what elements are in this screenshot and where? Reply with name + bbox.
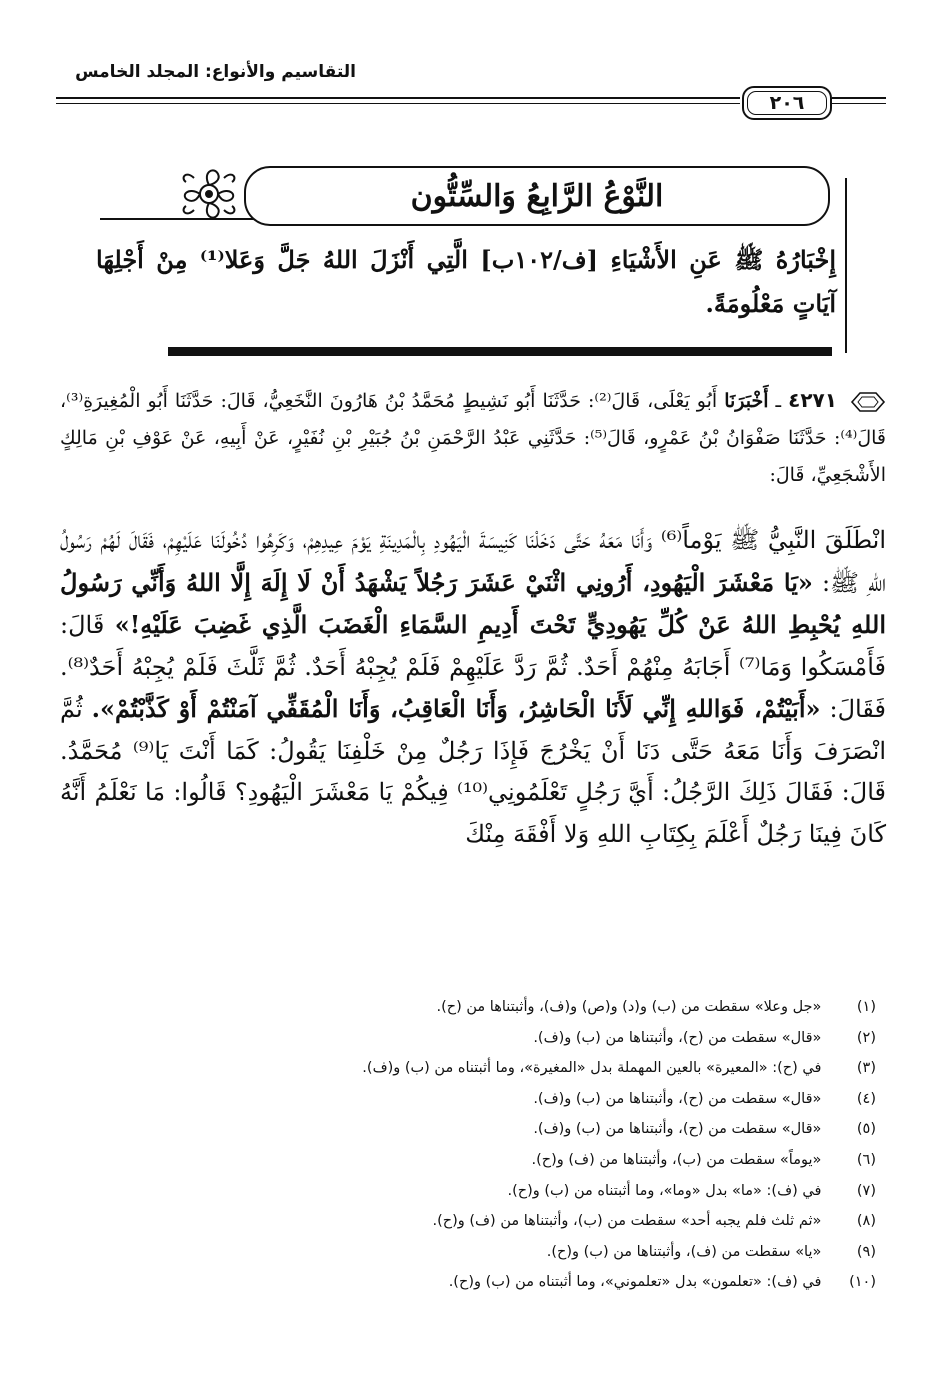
running-title: التقاسيم والأنواع: المجلد الخامس: [75, 62, 356, 82]
hadith-isnad: ٤٢٧١ ـ أَخْبَرَنَا أَبُو يَعْلَى، قَالَ⁽²⁾: حَدَّثَنَا أَبُو نَشِيطٍ مُحَمَّدُ بْنُ هَارُونَ النَّخَعِيُّ، قَالَ: حَدَّثَنَا أَبُو الْمُغِيرَةِ⁽³⁾، قَالَ⁽⁴⁾: حَدَّثَنَا صَفْوَانُ بْنُ عَمْرٍو، قَالَ⁽⁵⁾: حَدَّثَنِي عَبْدُ الرَّحْمَنِ بْنُ جُبَيْرِ بْنِ نُفَيْرٍ، عَنْ أَبِيهِ، عَنْ عَوْفِ بْنِ مَالِكٍ الأَشْجَعِيِّ، قَالَ:: [60, 388, 886, 486]
footnote-item: (١) «جل وعلا» سقطت من (ب) و(د) و(ص) و(ف)، وأثبتناها من (ح).: [436, 999, 876, 1015]
header-rule-left-thin: [56, 103, 740, 104]
header-rule-right-thin: [832, 103, 886, 104]
header-rule-left: [56, 97, 740, 99]
footnote-item: (٨) «ثم ثلث فلم يجبه أحد» سقطت من (ب)، وأثبتناها من (ف) و(ح).: [432, 1213, 876, 1230]
page-number: ٢٠٦: [769, 92, 805, 114]
footnote-item: (١٠) في (ف): «تعلمون» بدل «تعلموني»، وما أثبتناه من (ب) و(ح).: [448, 1274, 876, 1291]
footnote-item: (٦) «يوماً» سقطت من (ب)، وأثبتناها من (ف) و(ح).: [531, 1151, 876, 1168]
chapter-description: إِخْبَارُهُ ﷺ عَنِ الأَشْيَاءِ [ف/١٠٢ب] الَّتِي أَنْزَلَ اللهُ جَلَّ وَعَلا⁽¹⁾ مِنْ أَجْلِهَا آيَاتٍ مَعْلُومَةً.: [96, 245, 837, 318]
heading-frame-right: [845, 178, 847, 353]
isnad-lead: أَخْبَرَنَا: [724, 390, 769, 412]
footnote-item: (٥) «قال» سقطت من (ح)، وأثبتناها من (ب) و(ف).: [533, 1121, 876, 1138]
matn-part-5: ثُمَّ انْصَرَفَ وَأَنَا مَعَهُ حَتَّى دَنَا أَنْ يَخْرُجَ فَإِذَا رَجُلٌ مِنْ خَلْفِنَا يَقُولُ: كَمَا أَنْتَ يَا⁽⁹⁾ مُحَمَّدُ. قَالَ: فَقَالَ ذَلِكَ الرَّجُلُ: أَيَّ رَجُلٍ تَعْلَمُونِي⁽¹⁰⁾ فِيكُمْ يَا مَعْشَرَ الْيَهُودِ؟ قَالُوا: مَا نَعْلَمُ أَنَّهُ كَانَ فِينَا رَجُلٌ أَعْلَمَ بِكِتَابِ اللهِ وَلا أَفْقَهَ مِنْكَ: [60, 695, 886, 848]
footnote-item: (٢) «قال» سقطت من (ح)، وأثبتناها من (ب) و(ف).: [533, 1029, 876, 1046]
page-number-box: [742, 86, 832, 120]
chapter-title-box: [244, 166, 830, 226]
chapter-rule: [168, 347, 832, 356]
footnote-item: (٣) في (ح): «المعيرة» بالعين المهملة بدل «المغيرة»، وما أثبتناه من (ب) و(ف).: [362, 1060, 876, 1077]
footnote-item: (٩) «يا» سقطت من (ف)، وأثبتناها من (ب) و(ح).: [546, 1243, 876, 1260]
header-rule-right: [832, 97, 886, 99]
chapter-title: النَّوْعُ الرَّابِعُ وَالسِّتُّون: [410, 178, 664, 214]
footnotes: [60, 992, 876, 1298]
isnad-text: أَبُو يَعْلَى، قَالَ⁽²⁾: حَدَّثَنَا أَبُو نَشِيطٍ مُحَمَّدُ بْنُ هَارُونَ النَّخَعِيُّ، قَالَ: حَدَّثَنَا أَبُو الْمُغِيرَةِ⁽³⁾، قَالَ⁽⁴⁾: حَدَّثَنَا صَفْوَانُ بْنُ عَمْرٍو، قَالَ⁽⁵⁾: حَدَّثَنِي عَبْدُ الرَّحْمَنِ بْنُ جُبَيْرِ بْنِ نُفَيْرٍ، عَنْ أَبِيهِ، عَنْ عَوْفِ بْنِ مَالِكٍ الأَشْجَعِيِّ، قَالَ:: [60, 390, 886, 486]
floral-ornament-icon: [172, 158, 246, 230]
footnote-item: (٤) «قال» سقطت من (ح)، وأثبتناها من (ب) و(ف).: [533, 1090, 876, 1107]
hadith-number: ٤٢٧١: [788, 388, 837, 412]
prophet-quote-1: «يَا مَعْشَرَ الْيَهُودِ، أَرُونِي اثْنَيْ عَشَرَ رَجُلاً يَشْهَدُ أَنْ لَا إِلَهَ إِلَّا اللهُ وَأَنِّي رَسُولُ اللهِ يُحْبِطِ اللهُ عَنْ كُلِّ يَهُودِيٍّ تَحْتَ أَدِيمِ السَّمَاءِ الْغَضَبَ الَّذِي غَضِبَ عَلَيْهِ!»: [60, 567, 886, 639]
khabar-emblem-icon: [850, 390, 886, 414]
footnote-item: (٧) في (ف): «ما» بدل «وما»، وما أثبتناه من (ب) و(ح).: [507, 1182, 876, 1199]
prophet-quote-2: «أَبَيْتُمْ، فَوَاللهِ إِنِّي لَأَنَا الْحَاشِرُ، وَأَنَا الْعَاقِبُ، وَأَنَا الْمُقَفِّي آمَنْتُمْ أَوْ كَذَّبْتُمْ».: [91, 694, 821, 723]
matn-part-3: قَالَ: فَأَمْسَكُوا وَمَا⁽⁷⁾ أَجَابَهُ مِنْهُمْ أَحَدٌ. ثُمَّ رَدَّ عَلَيْهِمْ فَلَمْ يُجِبْهُ أَحَدٌ. ثُمَّ ثَلَّثَ فَلَمْ يُجِبْهُ أَحَدٌ⁽⁸⁾. فَقَالَ:: [60, 611, 887, 723]
matn-part-1: انْطَلَقَ النَّبِيُّ ﷺ يَوْماً⁽⁶⁾ وَأَنَا مَعَهُ حَتَّى دَخَلْنَا كَنِيسَةَ الْيَهُودِ بِالْمَدِينَةِ يَوْمَ عِيدِهِمْ، وَكَرِهُوا دُخُولَنَا عَلَيْهِمْ، فَقَالَ لَهُمْ رَسُولُ اللهِ ﷺ:: [60, 526, 886, 597]
hadith-matn: [60, 520, 886, 855]
